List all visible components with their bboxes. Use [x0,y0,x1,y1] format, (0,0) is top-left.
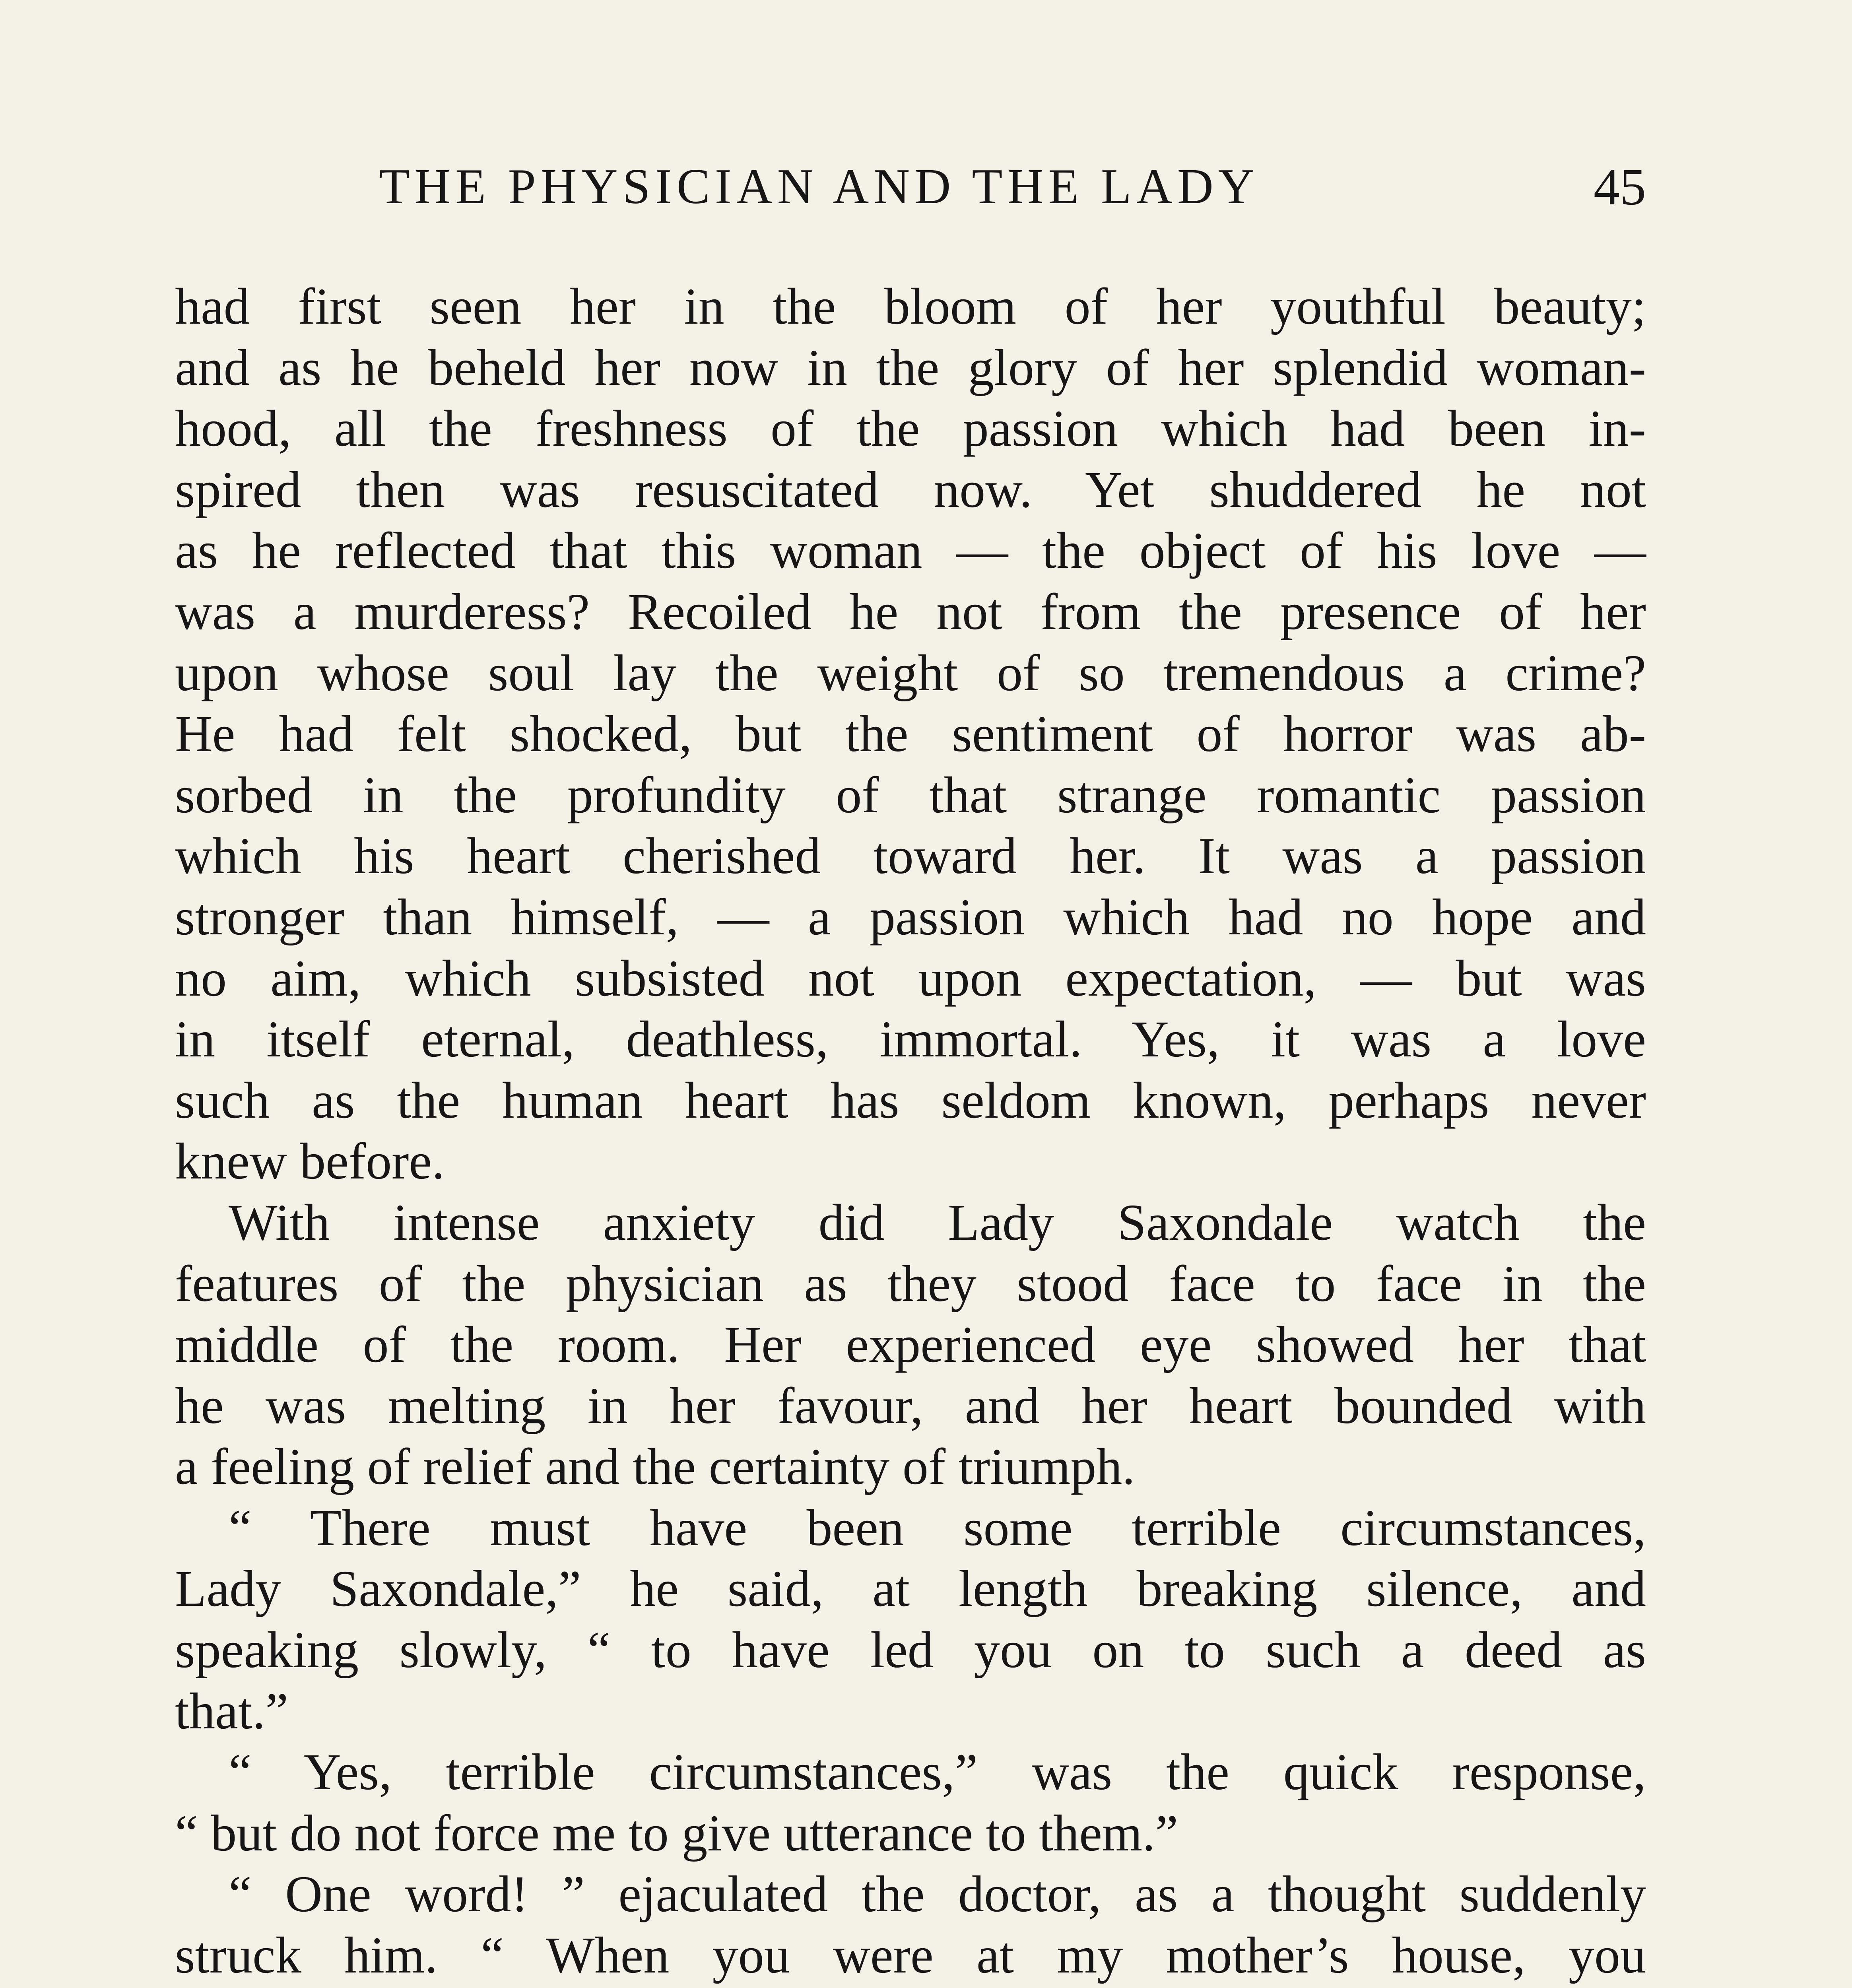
text-line: that.” [175,1682,289,1740]
text-line: He had felt shocked, but the sentiment of horror was ab- [175,705,1646,763]
body-text [175,276,1646,1988]
text-line: struck him. “ When you were at my mother’s house, you [175,1927,1646,1984]
text-line: features of the physician as they stood face to face in the [175,1255,1646,1312]
text-line: “ There must have been some terrible circumstances, [229,1499,1646,1557]
text-line: upon whose soul lay the weight of so tremendous a crime? [175,644,1646,702]
text-line: Lady Saxondale,” he said, at length breaking silence, and [175,1560,1646,1618]
text-line: middle of the room. Her experienced eye showed her that [175,1316,1646,1374]
text-line: speaking slowly, “ to have led you on to such a deed as [175,1621,1646,1679]
text-line [175,1986,1646,1988]
text-line: had first seen her in the bloom of her youthful beauty; [175,278,1646,335]
running-head [175,153,1646,221]
text-line: and as he beheld her now in the glory of her splendid woman- [175,339,1646,396]
text-line: hood, all the freshness of the passion which had been in- [175,400,1646,458]
text-line: stronger than himself, — a passion which had no hope and [175,888,1646,946]
running-title: THE PHYSICIAN AND THE LADY [379,159,1259,214]
text-line: “ Yes, terrible circumstances,” was the quick response, [229,1743,1646,1801]
text-line: as he reflected that this woman — the object of his love — [175,522,1646,580]
text-line: in itself eternal, deathless, immortal. Yes, it was a love [175,1011,1646,1068]
text-line: no aim, which subsisted not upon expectation, — but was [175,949,1646,1007]
text-line: which his heart cherished toward her. It was a passion [175,827,1646,885]
text-line: he was melting in her favour, and her heart bounded with [175,1377,1646,1435]
text-line: With intense anxiety did Lady Saxondale watch the [229,1194,1646,1251]
text-line: sorbed in the profundity of that strange romantic passion [175,766,1646,824]
text-line: spired then was resuscitated now. Yet shuddered he not [175,461,1646,518]
text-line: a feeling of relief and the certainty of triumph. [175,1438,1135,1496]
text-line: such as the human heart has seldom known, perhaps never [175,1072,1646,1129]
text-line: knew before. [175,1133,445,1190]
page-number: 45 [1594,157,1646,216]
text-line: “ One word! ” ejaculated the doctor, as a thought suddenly [229,1866,1646,1923]
text-line: “ but do not force me to give utterance to them.” [175,1804,1178,1862]
text-line: was a murderess? Recoiled he not from the presence of her [175,583,1646,641]
